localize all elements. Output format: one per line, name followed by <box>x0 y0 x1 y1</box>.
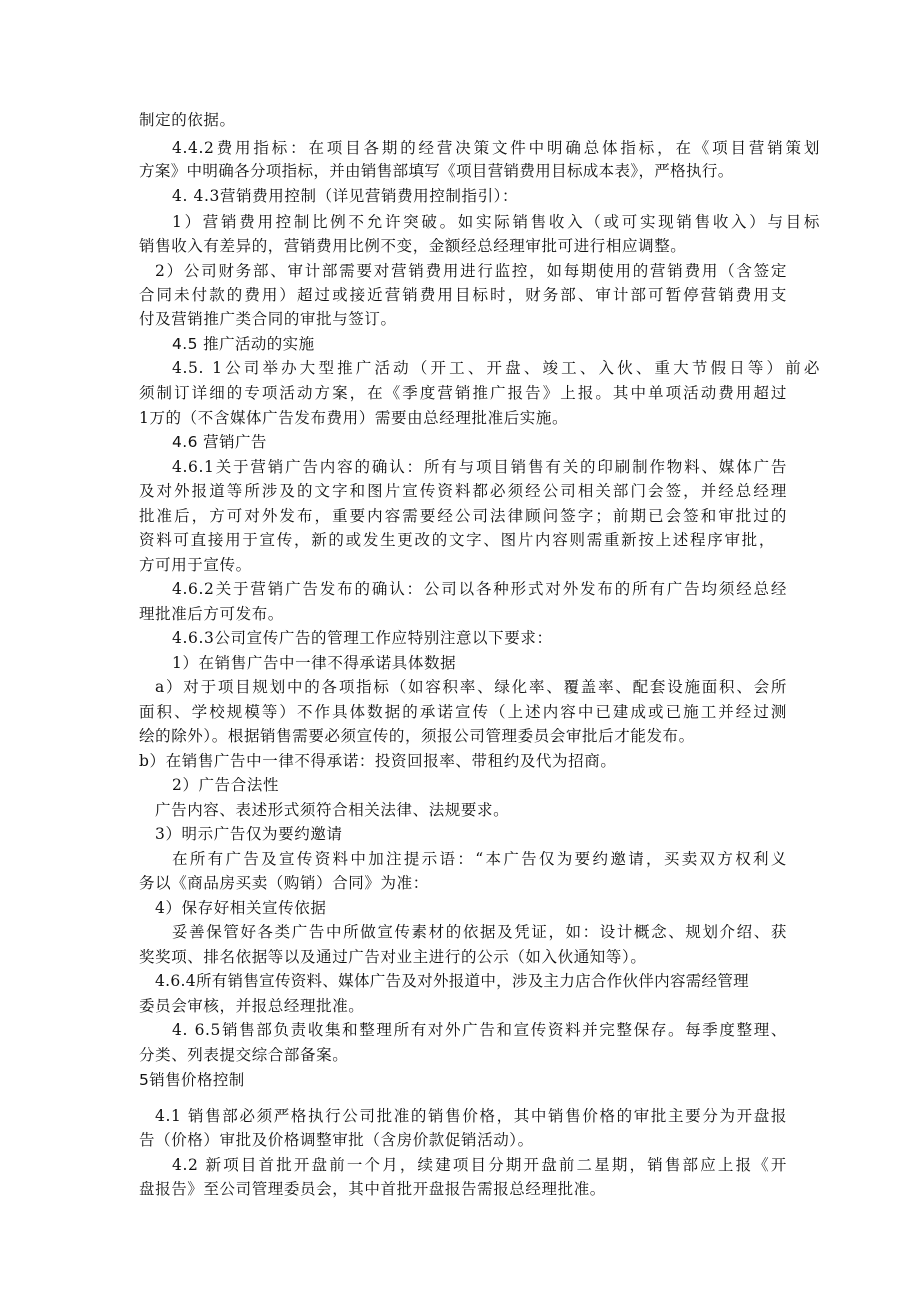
text-line: 方可用于宣传。 <box>139 556 252 574</box>
section-heading: 4.5 推广活动的实施 <box>172 335 315 353</box>
text-line: b）在销售广告中一律不得承诺：投资回报率、带租约及代为招商。 <box>139 752 617 770</box>
section-heading: 4.6 营销广告 <box>172 433 267 451</box>
text-line: 妥善保管好各类广告中所做宣传素材的依据及凭证，如：设计概念、规划介绍、获 <box>172 923 787 941</box>
text-line: 广告内容、表述形式须符合相关法律、法规要求。 <box>155 801 510 819</box>
text-line: 奖奖项、排名依据等以及通过广告对业主进行的公示（如入伙通知等）。 <box>139 948 647 966</box>
text-line: 须制订详细的专项活动方案，在《季度营销推广报告》上报。其中单项活动费用超过 <box>139 384 787 402</box>
text-line: 合同未付款的费用）超过或接近营销费用目标时，财务部、审计部可暂停营销费用支 <box>139 286 787 304</box>
section-heading: 5销售价格控制 <box>139 1071 245 1089</box>
text-line: 资料可直接用于宣传，新的或发生更改的文字、图片内容则需重新按上述程序审批， <box>139 531 775 549</box>
text-line: 4.6.4所有销售宣传资料、媒体广告及对外报道中，涉及主力店合作伙伴内容需经管理 <box>155 972 749 990</box>
text-line: 4.4.2费用指标：在项目各期的经营决策文件中明确总体指标，在《项目营销策划 <box>172 139 820 157</box>
text-line: 4.6.2关于营销广告发布的确认：公司以各种形式对外发布的所有广告均须经总经 <box>172 580 787 598</box>
text-line: 4. 6.5销售部负责收集和整理所有对外广告和宣传资料并完整保存。每季度整理、 <box>172 1021 787 1039</box>
text-line: 批准后，方可对外发布，重要内容需要经公司法律顾问签字；前期已会签和审批过的 <box>139 507 787 525</box>
text-line: 分类、列表提交综合部备案。 <box>139 1046 349 1064</box>
text-line: 1）在销售广告中一律不得承诺具体数据 <box>172 654 457 672</box>
text-line: 面积、学校规模等）不作具体数据的承诺宣传（上述内容中已建成或已施工并经过测 <box>139 703 787 721</box>
text-line: 1）营销费用控制比例不允许突破。如实际销售收入（或可实现销售收入）与目标 <box>172 213 820 231</box>
text-line: 理批准后方可发布。 <box>139 605 284 623</box>
text-line: 务以《商品房买卖（购销）合同》为准： <box>139 874 429 892</box>
text-line: 制定的依据。 <box>139 111 236 129</box>
text-line: 2）公司财务部、审计部需要对营销费用进行监控，如每期使用的营销费用（含签定 <box>155 262 787 280</box>
text-line: 盘报告》至公司管理委员会，其中首批开盘报告需报总经理批准。 <box>139 1180 606 1198</box>
text-line: 4）保存好相关宣传依据 <box>155 899 327 917</box>
text-line: 绘的除外）。根据销售需要必须宣传的，须报公司管理委员会审批后才能发布。 <box>139 727 695 745</box>
text-line: 付及营销推广类合同的审批与签订。 <box>139 310 397 328</box>
text-line: 4.2 新项目首批开盘前一个月，续建项目分期开盘前二星期，销售部应上报《开 <box>172 1156 787 1174</box>
text-line: 4.1 销售部必须严格执行公司批准的销售价格，其中销售价格的审批主要分为开盘报 <box>155 1107 787 1125</box>
text-line: 3）明示广告仅为要约邀请 <box>155 825 343 843</box>
text-line: 4.6.3公司宣传广告的管理工作应特别注意以下要求： <box>172 629 553 647</box>
text-line: 委员会审核，并报总经理批准。 <box>139 997 365 1015</box>
text-line: 销售收入有差异的，营销费用比例不变，金额经总经理审批可进行相应调整。 <box>139 237 687 255</box>
text-line: 方案》中明确各分项指标，并由销售部填写《项目营销费用目标成本表》，严格执行。 <box>139 162 734 180</box>
text-line: 2）广告合法性 <box>172 776 280 794</box>
text-line: 1万的（不含媒体广告发布费用）需要由总经理批准后实施。 <box>139 409 569 427</box>
text-line: 4.5. 1公司举办大型推广活动（开工、开盘、竣工、入伙、重大节假日等）前必 <box>172 359 820 377</box>
text-line: 告（价格）审批及价格调整审批（含房价款促销活动）。 <box>139 1131 534 1149</box>
text-line: 4. 4.3营销费用控制（详见营销费用控制指引）： <box>172 187 519 205</box>
text-line: 在所有广告及宣传资料中加注提示语：“本广告仅为要约邀请，买卖双方权利义 <box>172 850 787 868</box>
text-line: 4.6.1关于营销广告内容的确认：所有与项目销售有关的印刷制作物料、媒体广告 <box>172 458 787 476</box>
text-line: a）对于项目规划中的各项指标（如容积率、绿化率、覆盖率、配套设施面积、会所 <box>155 678 787 696</box>
text-line: 及对外报道等所涉及的文字和图片宣传资料都必须经公司相关部门会签，并经总经理 <box>139 482 787 500</box>
